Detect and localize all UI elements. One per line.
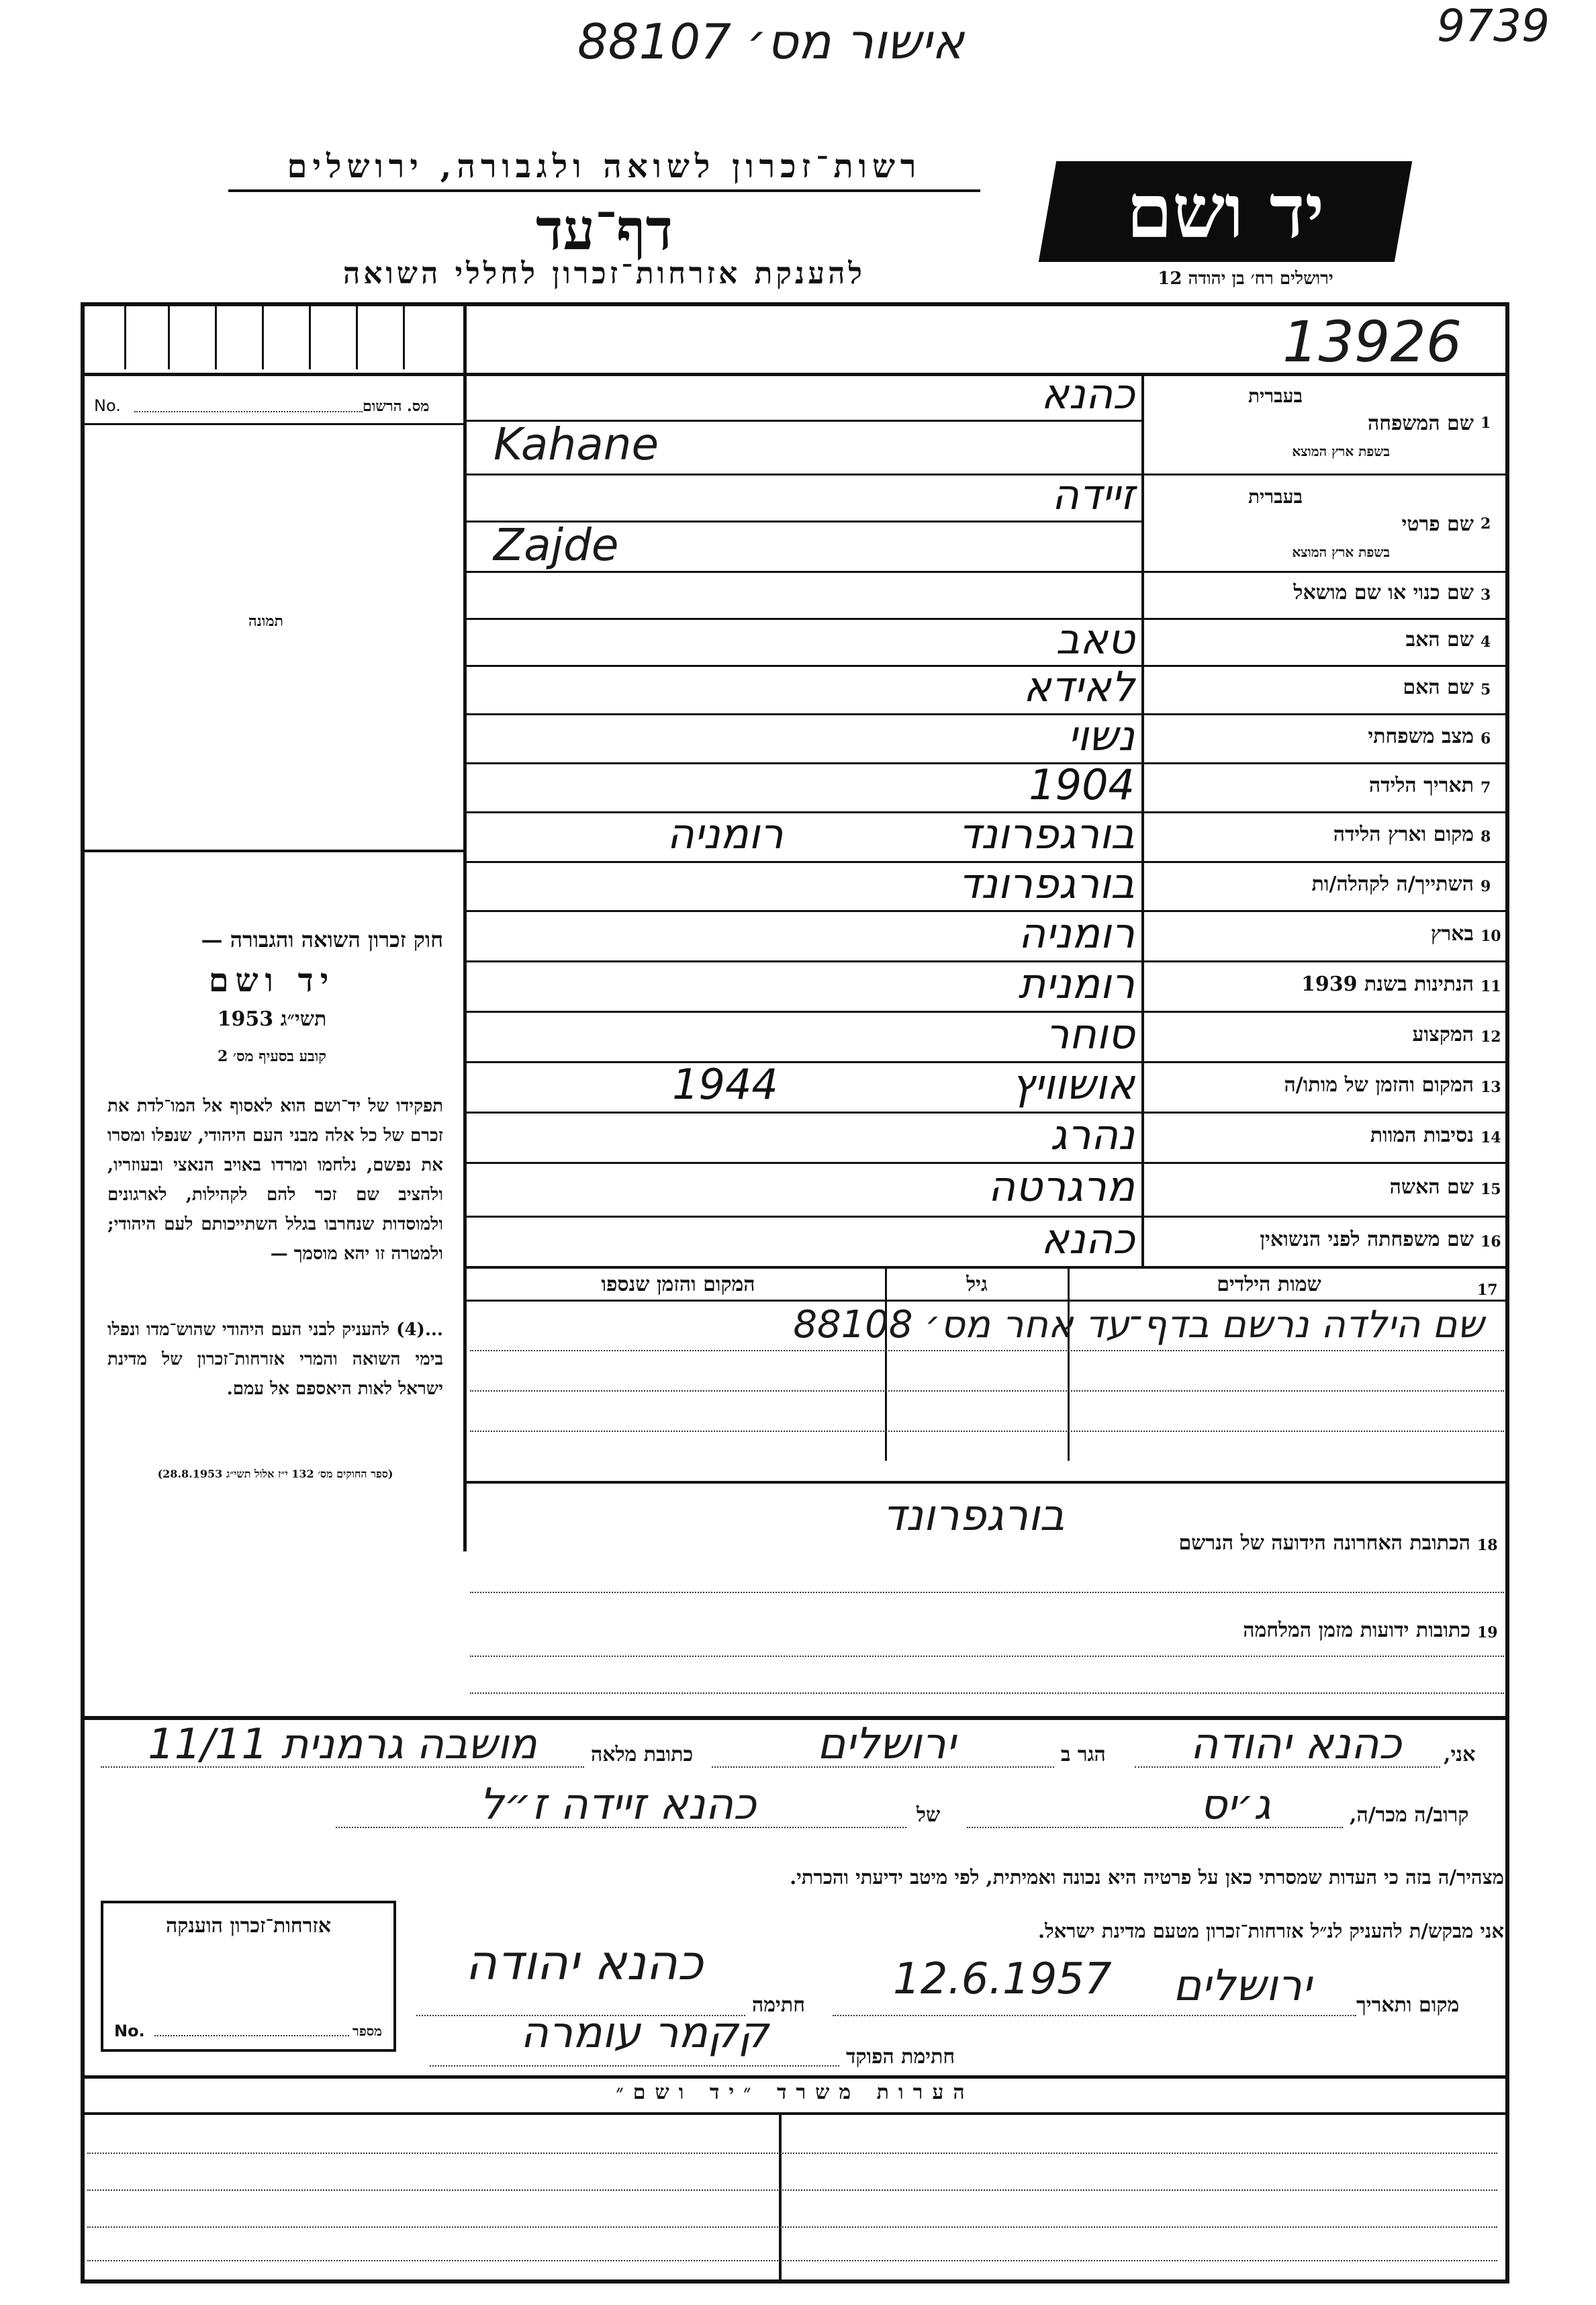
officer-label: חתימת הפוקד <box>846 2045 955 2069</box>
field-15-value: מרגרטה <box>988 1162 1135 1211</box>
reg-no-en: No. <box>94 396 121 415</box>
field-11-number: 11 <box>1481 977 1501 995</box>
field-19-label: כתובות ידועות מזמן המלחמה <box>1243 1619 1470 1642</box>
law-year: תשי״ג 1953 <box>217 1007 327 1031</box>
field-1-number: 1 <box>1481 414 1491 432</box>
field-2-value-hebrew: זיידה <box>1051 470 1135 519</box>
officer-value: קקמר עומרה <box>520 2008 769 2058</box>
field-2-label: שם פרטי <box>1401 512 1474 536</box>
field-16-number: 16 <box>1481 1232 1501 1251</box>
field-2-in-hebrew: בעברית <box>1248 486 1303 508</box>
field-1-label: שם המשפחה <box>1367 412 1474 435</box>
field-13-number: 13 <box>1481 1078 1501 1096</box>
field-5-label: שם האם <box>1403 676 1474 699</box>
law-text-2: ...(4) להעניק לבני העם היהודי שהוש־מדו ונפלו בימי השואה והמרי אזרחות־זכרון של מדינת ישראל לאות היאספם אל עמם. <box>107 1320 443 1399</box>
law-section: קובע בסעיף מס׳ 2 <box>217 1048 327 1065</box>
field-7-number: 7 <box>1481 778 1491 797</box>
field-2-number: 2 <box>1481 515 1491 533</box>
of-value: כהנא זיידה ז״ל <box>479 1780 757 1829</box>
field-17-number: 17 <box>1477 1281 1498 1299</box>
field-9-label: השתייך/ה לקהלה/ות <box>1311 872 1474 896</box>
field-13-label: המקום והזמן של מותו/ה <box>1284 1073 1474 1097</box>
field-13-value-2: 1944 <box>672 1059 778 1109</box>
address-label: כתובת מלאה <box>591 1743 694 1766</box>
field-4-label: שם האב <box>1405 628 1474 651</box>
field-14-label: נסיבות המוות <box>1370 1123 1474 1147</box>
field-3-number: 3 <box>1481 586 1491 604</box>
date-value: 12.6.1957 <box>893 1954 1112 2004</box>
field-10-number: 10 <box>1481 927 1501 945</box>
photo-label: תמונה <box>248 613 283 630</box>
children-col-place: המקום והזמן שנספו <box>601 1273 755 1296</box>
field-18-label: הכתובת האחרונה הידועה של הנרשם <box>1178 1531 1470 1555</box>
form-title: דף־עד <box>535 196 673 263</box>
field-13-value: אושוויץ <box>1011 1059 1135 1109</box>
field-6-number: 6 <box>1481 729 1491 748</box>
field-8-value: בורגפרונד <box>958 809 1135 858</box>
authority-title: רשות־זכרון לשואה ולגבורה, ירושלים <box>287 148 922 185</box>
field-18-number: 18 <box>1477 1537 1498 1554</box>
resides-label: הגר ב <box>1061 1743 1106 1766</box>
field-12-value: סוחר <box>1045 1009 1135 1058</box>
field-11-value: רומנית <box>1018 958 1135 1008</box>
field-2-in-origin: בשפת ארץ המוצא <box>1292 544 1390 560</box>
law-title: חוק זכרון השואה והגבורה — <box>201 927 443 952</box>
place-value: ירושלים <box>1172 1961 1312 2011</box>
field-4-value: טאב <box>1055 615 1135 664</box>
field-7-label: תאריך הלידה <box>1368 773 1474 797</box>
statement-1: מצהיר/ה בזה כי העדות שמסרתי כאן על פרטיה היא נכונה ואמיתית, לפי מיטב ידיעתי והכרתי. <box>790 1866 1504 1889</box>
of-label: של <box>917 1803 941 1827</box>
ani-value: כהנא יהודה <box>1190 1719 1402 1769</box>
law-name: יד ושם <box>208 962 336 999</box>
approval-annotation: אישור מס׳ 88107 <box>577 13 964 70</box>
notes-title: הערות משרד ״יד ושם״ <box>616 2081 974 2104</box>
field-8-value-2: רומניה <box>667 809 784 858</box>
page-number: 13926 <box>1282 309 1462 375</box>
field-12-label: המקצוע <box>1412 1022 1474 1046</box>
field-9-value: בורגפרונד <box>958 858 1135 908</box>
field-7-value: 1904 <box>1029 760 1135 809</box>
children-col-age: גיל <box>966 1273 988 1296</box>
law-text: תפקידו של יד־ושם הוא לאסוף אל המו־לדת את זכרם של כל אלה מבני העם היהודי, שנפלו ומסרו את נפשם, נלחמו ומרדו באויב הנאצי ובעוזריו, ולהציב שם זכר להם לקהילות, לארגונים ולמוסדות שנחרבו בגלל השתייכותם לעם היהודי; ולמטרה זו יהא מוסמך — <box>107 1096 443 1264</box>
grant-box-no-label: מספר <box>353 2023 382 2039</box>
field-18-value: בורגפרונד <box>882 1491 1065 1541</box>
law-ref: (ספר החוקים מס׳ 132 י״ז אלול תשי״ג 28.8.1953) <box>157 1467 393 1480</box>
children-entry: שם הילדה נרשם בדף־עד אחר מס׳ 88108 <box>793 1303 1484 1347</box>
place-date-label: מקום ותאריך <box>1356 1993 1460 2017</box>
field-8-number: 8 <box>1481 828 1491 846</box>
field-8-label: מקום וארץ הלידה <box>1333 823 1474 846</box>
field-16-value: כהנא <box>1041 1214 1135 1263</box>
field-11-label: הנתינות בשנת 1939 <box>1301 972 1474 996</box>
field-6-value: נשוי <box>1068 711 1135 760</box>
field-9-number: 9 <box>1481 877 1491 895</box>
field-1-in-origin: בשפת ארץ המוצא <box>1292 443 1390 459</box>
address-value: מושבה גרמנית 11/11 <box>148 1719 537 1768</box>
relative-value: ג׳יס <box>1200 1780 1271 1829</box>
resides-value: ירושלים <box>816 1719 956 1769</box>
ani-label: אני, <box>1444 1743 1476 1766</box>
field-15-number: 15 <box>1481 1181 1501 1198</box>
corner-number: 9739 <box>1437 0 1550 52</box>
field-15-label: שם האשה <box>1389 1175 1474 1199</box>
field-1-value-latin: Kahane <box>494 418 659 470</box>
statement-2: אני מבקש/ת להעניק לנ״ל אזרחות־זכרון מטעם מדינת ישראל. <box>1038 1919 1504 1942</box>
field-19-number: 19 <box>1477 1624 1498 1641</box>
field-14-number: 14 <box>1481 1128 1501 1146</box>
logo-address: ירושלים רח׳ בן יהודה 12 <box>1158 269 1333 289</box>
field-3-label: שם כנוי או שם מושאל <box>1293 581 1474 604</box>
field-12-number: 12 <box>1481 1028 1501 1046</box>
field-16-label: שם משפחתה לפני הנשואין <box>1260 1227 1474 1251</box>
field-1-in-hebrew: בעברית <box>1248 385 1303 407</box>
form-subtitle: להענקת אזרחות־זכרון לחללי השואה <box>342 257 865 291</box>
field-10-value: רומניה <box>1018 908 1135 958</box>
field-10-label: בארץ <box>1430 921 1474 946</box>
reg-label: מס. הרשום <box>363 398 430 415</box>
field-4-number: 4 <box>1481 633 1491 651</box>
field-6-label: מצב משפחתי <box>1368 724 1474 748</box>
signature-label: חתימה <box>752 1993 805 2017</box>
grant-box-no: No. <box>114 2022 145 2040</box>
children-col-names: שמות הילדים <box>1217 1273 1321 1296</box>
logo-text: יד ושם <box>1126 168 1325 255</box>
field-14-value: נהרג <box>1050 1110 1135 1159</box>
signature-value: כהנא יהודה <box>465 1934 704 1991</box>
field-5-value: לאידא <box>1023 662 1135 711</box>
field-1-value-hebrew: כהנא <box>1041 369 1135 418</box>
field-5-number: 5 <box>1481 681 1491 698</box>
grant-box-title: אזרחות־זכרון הוענקה <box>165 1914 332 1938</box>
relative-label: קרוב/ה מכר/ה, <box>1350 1803 1469 1827</box>
field-2-value-latin: Zajde <box>494 519 619 571</box>
